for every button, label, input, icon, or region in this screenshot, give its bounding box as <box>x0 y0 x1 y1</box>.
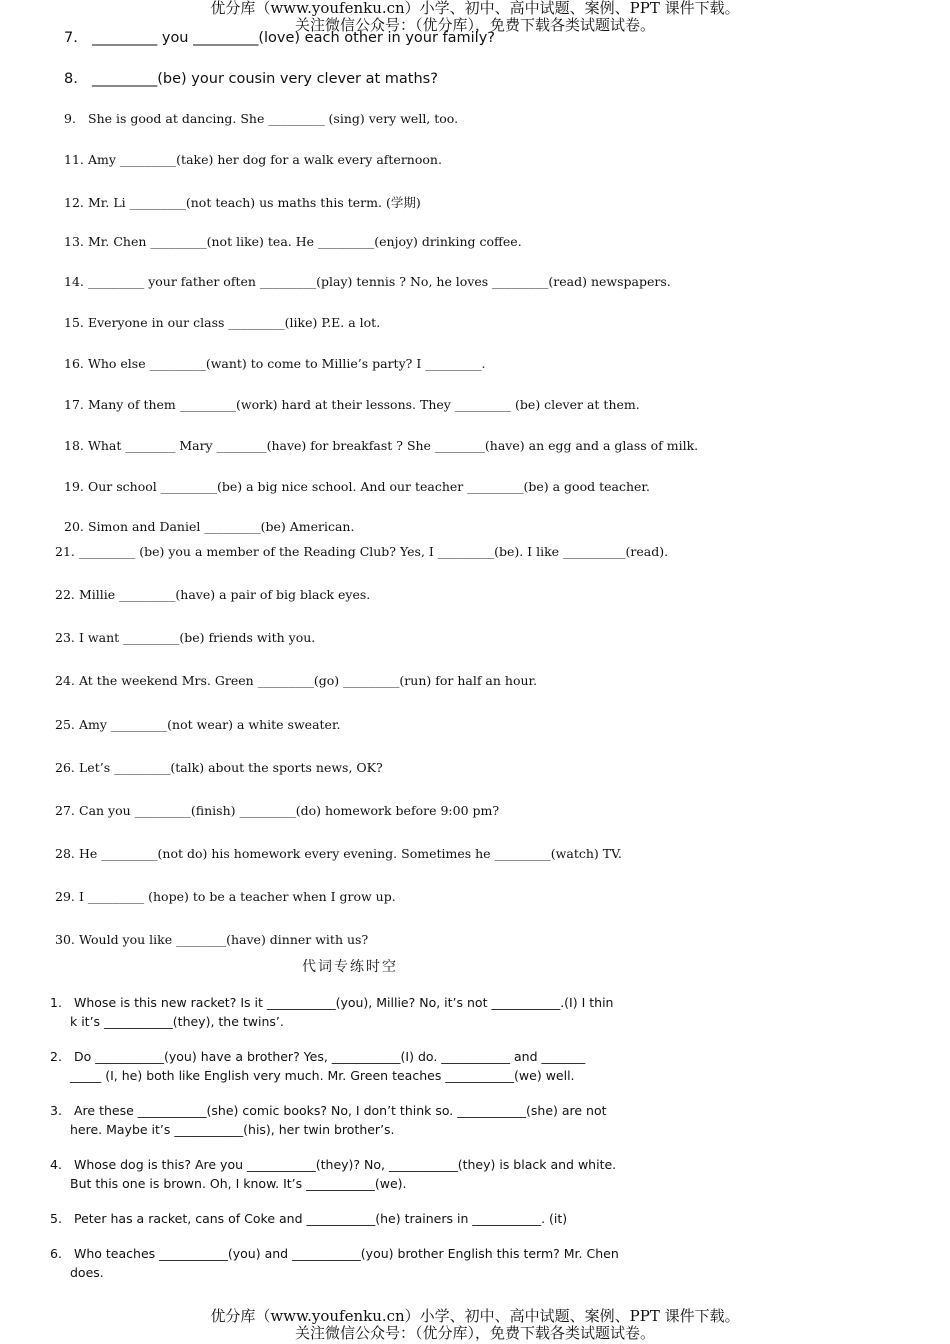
question-26 <box>55 760 383 775</box>
question-line-2: does. <box>70 1265 104 1280</box>
question-19 <box>64 479 650 494</box>
question-line-1: Who teaches ___________(you) and ___________(you) brother English this term? Mr. Chen <box>74 1246 619 1261</box>
question-8 <box>64 71 438 87</box>
question-number: 23. <box>55 630 75 645</box>
pronoun-question-1 <box>50 993 650 1031</box>
question-number: 13. <box>64 234 84 249</box>
question-text: _________ your father often _________(play) tennis ? No, he loves _________(read) newspapers. <box>88 274 671 289</box>
question-number: 6. <box>50 1246 62 1261</box>
question-28 <box>55 846 622 861</box>
question-number: 18. <box>64 438 84 453</box>
question-line-1: Whose is this new racket? Is it ___________(you), Millie? No, it’s not ___________.(I) I thin <box>74 995 614 1010</box>
question-line-1: Are these ___________(she) comic books? No, I don’t think so. ___________(she) are not <box>74 1103 607 1118</box>
question-number: 12. <box>64 195 84 210</box>
question-line-1: Do ___________(you) have a brother? Yes, ___________(I) do. ___________ and _______ <box>74 1049 586 1064</box>
question-line-2: _____ (I, he) both like English very much. Mr. Green teaches ___________(we) well. <box>70 1068 575 1083</box>
question-27 <box>55 803 499 818</box>
question-16 <box>64 356 485 371</box>
question-line-2: k it’s ___________(they), the twins’. <box>70 1014 284 1029</box>
question-29 <box>55 889 396 904</box>
question-text: Mr. Li _________(not teach) us maths this term. (学期) <box>88 195 421 210</box>
question-number: 19. <box>64 479 84 494</box>
question-text: Our school _________(be) a big nice school. And our teacher _________(be) a good teacher. <box>88 479 650 494</box>
question-17 <box>64 397 640 412</box>
footer-line-2: 关注微信公众号：（优分库），免费下载各类试题试卷。 <box>294 1324 655 1342</box>
question-line-2: But this one is brown. Oh, I know. It’s ___________(we). <box>70 1176 407 1191</box>
question-text: At the weekend Mrs. Green _________(go) _________(run) for half an hour. <box>79 673 538 688</box>
question-line-1: Peter has a racket, cans of Coke and ___________(he) trainers in ___________. (it) <box>74 1211 568 1226</box>
question-text: I _________ (hope) to be a teacher when I grow up. <box>79 889 396 904</box>
question-text: I want _________(be) friends with you. <box>79 630 316 645</box>
question-line-2: here. Maybe it’s ___________(his), her twin brother’s. <box>70 1122 395 1137</box>
page-header <box>0 0 950 34</box>
question-text: Everyone in our class _________(like) P.E. a lot. <box>88 315 381 330</box>
question-number: 15. <box>64 315 84 330</box>
question-13 <box>64 234 522 249</box>
question-number: 5. <box>50 1211 62 1226</box>
question-text: Can you _________(finish) _________(do) homework before 9:00 pm? <box>79 803 500 818</box>
question-text: _________(be) your cousin very clever at maths? <box>92 71 438 87</box>
question-number: 22. <box>55 587 75 602</box>
header-line-2: 关注微信公众号：（优分库），免费下载各类试题试卷。 <box>294 16 655 34</box>
question-18 <box>64 438 698 453</box>
question-number: 17. <box>64 397 84 412</box>
question-number: 8. <box>64 71 78 87</box>
question-number: 11. <box>64 152 84 167</box>
question-text: Amy _________(take) her dog for a walk every afternoon. <box>88 152 442 167</box>
question-line-1: Whose dog is this? Are you ___________(they)? No, ___________(they) is black and white. <box>74 1157 617 1172</box>
header-line-1: 优分库（www.youfenku.cn）小学、初中、高中试题、案例、PPT 课件下载。 <box>210 0 740 17</box>
question-number: 30. <box>55 932 75 947</box>
pronoun-question-2 <box>50 1047 650 1085</box>
pronoun-question-6 <box>50 1244 650 1282</box>
question-7 <box>64 30 495 46</box>
footer-line-1: 优分库（www.youfenku.cn）小学、初中、高中试题、案例、PPT 课件下载。 <box>210 1307 740 1325</box>
question-text: Who else _________(want) to come to Millie’s party? I _________. <box>88 356 486 371</box>
question-15 <box>64 315 380 330</box>
page-footer <box>0 1308 950 1342</box>
question-number: 25. <box>55 717 75 732</box>
question-text: Let’s _________(talk) about the sports news, OK? <box>79 760 383 775</box>
question-number: 24. <box>55 673 75 688</box>
question-text: _________ you _________(love) each other in your family? <box>92 30 495 46</box>
question-text: What ________ Mary ________(have) for breakfast ? She ________(have) an egg and a glass of milk. <box>88 438 699 453</box>
pronoun-question-4 <box>50 1155 650 1193</box>
question-number: 29. <box>55 889 75 904</box>
question-text: Many of them _________(work) hard at their lessons. They _________ (be) clever at them. <box>88 397 640 412</box>
question-number: 14. <box>64 274 84 289</box>
question-number: 9. <box>64 111 76 126</box>
question-12 <box>64 193 421 211</box>
question-number: 2. <box>50 1049 62 1064</box>
question-22 <box>55 587 370 602</box>
question-9 <box>64 111 458 126</box>
question-text: Amy _________(not wear) a white sweater. <box>79 717 341 732</box>
question-number: 3. <box>50 1103 62 1118</box>
question-25 <box>55 717 341 732</box>
question-21 <box>55 544 668 559</box>
question-number: 20. <box>64 519 84 534</box>
question-number: 16. <box>64 356 84 371</box>
question-number: 4. <box>50 1157 62 1172</box>
question-number: 21. <box>55 544 75 559</box>
question-number: 7. <box>64 30 78 46</box>
question-20 <box>64 519 354 534</box>
question-number: 26. <box>55 760 75 775</box>
question-text: Would you like ________(have) dinner with us? <box>79 932 369 947</box>
question-number: 1. <box>50 995 62 1010</box>
question-14 <box>64 274 671 289</box>
question-24 <box>55 673 537 688</box>
question-text: He _________(not do) his homework every evening. Sometimes he _________(watch) TV. <box>79 846 622 861</box>
question-11 <box>64 152 442 167</box>
question-text: Simon and Daniel _________(be) American. <box>88 519 355 534</box>
pronoun-question-5 <box>50 1209 650 1228</box>
question-text: She is good at dancing. She _________ (sing) very well, too. <box>88 111 459 126</box>
question-30 <box>55 932 368 947</box>
pronoun-question-3 <box>50 1101 650 1139</box>
question-text: Millie _________(have) a pair of big black eyes. <box>79 587 371 602</box>
section-title: 代词专练时空 <box>302 959 398 975</box>
question-number: 27. <box>55 803 75 818</box>
question-text: Mr. Chen _________(not like) tea. He _________(enjoy) drinking coffee. <box>88 234 522 249</box>
question-text: _________ (be) you a member of the Reading Club? Yes, I _________(be). I like __________(read). <box>79 544 669 559</box>
question-23 <box>55 630 315 645</box>
question-number: 28. <box>55 846 75 861</box>
